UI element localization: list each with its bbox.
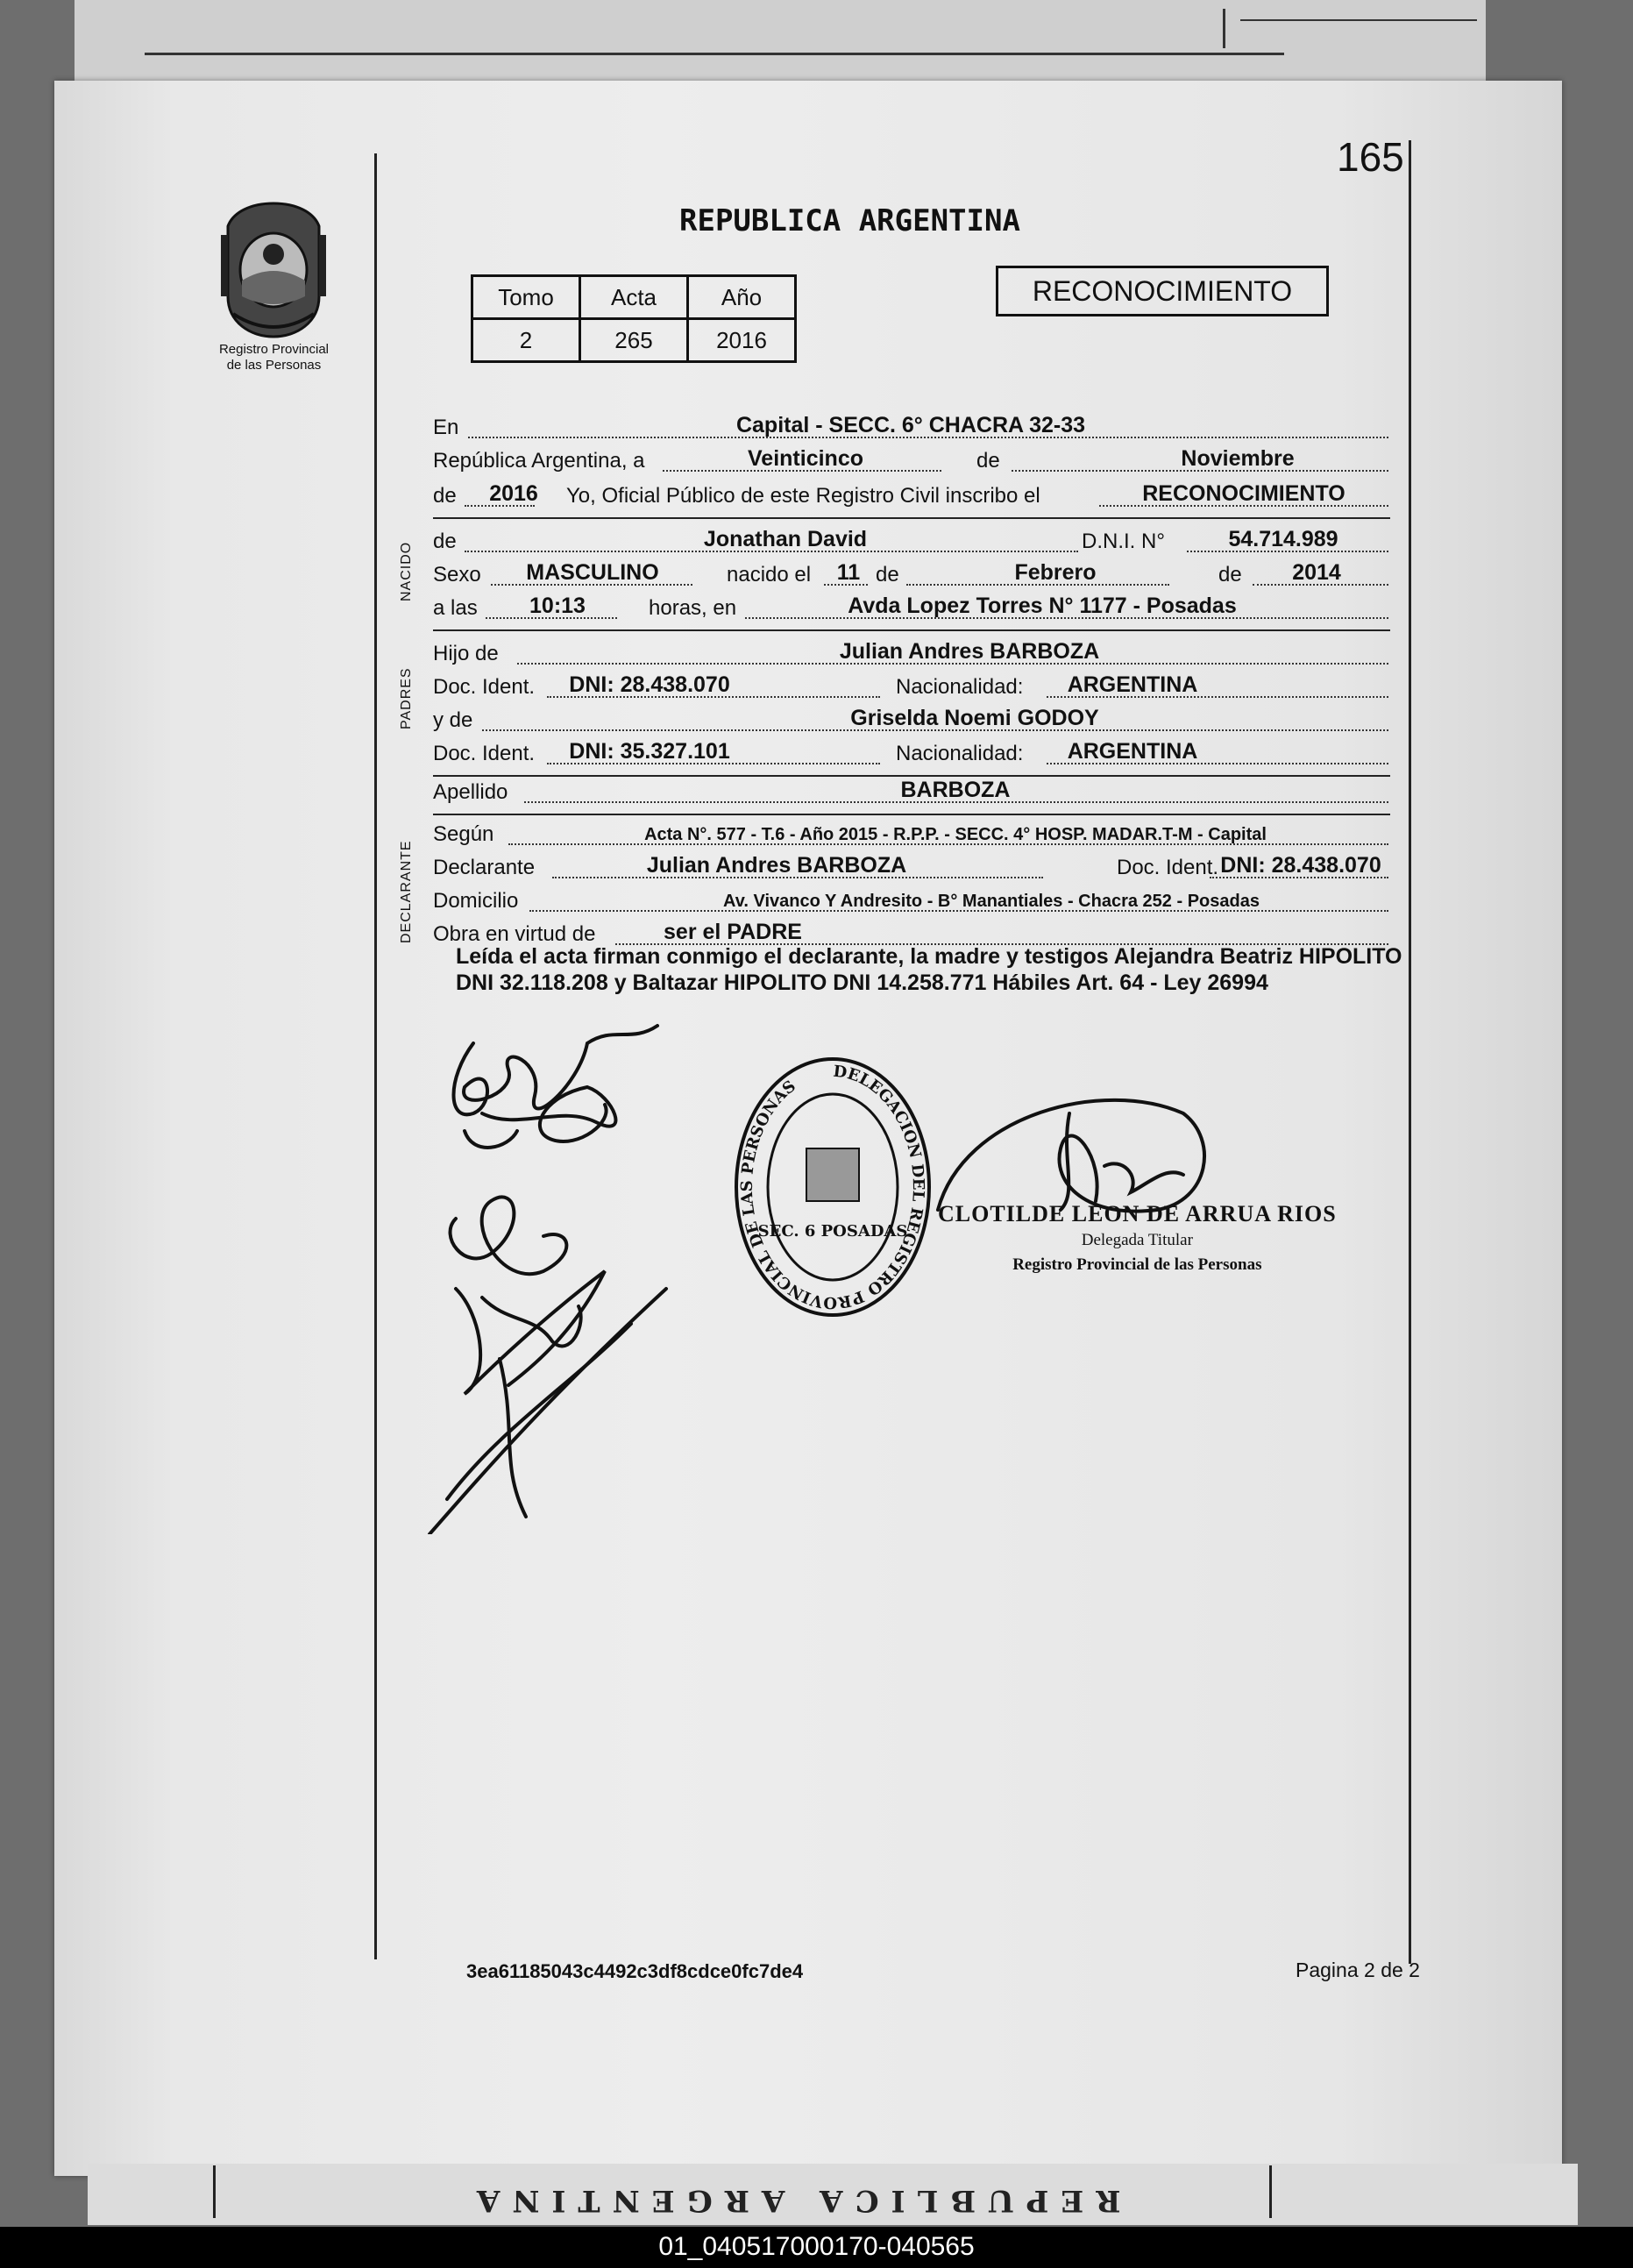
- label-horas-en: horas, en: [649, 596, 737, 620]
- row-year-record: [433, 480, 1388, 512]
- misiones-emblem-icon: [216, 200, 331, 340]
- left-margin-rule: [374, 153, 377, 1959]
- row-name: [433, 526, 1388, 558]
- label-declarante: Declarante: [433, 856, 536, 879]
- label-sexo: Sexo: [433, 563, 481, 587]
- registry-label: [197, 342, 351, 373]
- row-a-las: [433, 593, 1388, 624]
- value-birth-day: 11: [836, 560, 861, 585]
- value-obra: ser el PADRE: [664, 920, 802, 944]
- bottom-sheet-heading: REPUBLICA ARGENTINA: [465, 2183, 1121, 2218]
- page-indicator: Pagina 2 de 2: [1296, 1959, 1420, 1981]
- label-apellido: Apellido: [433, 780, 508, 804]
- value-apellido: BARBOZA: [900, 778, 1011, 802]
- row-hijo-de: [433, 638, 1388, 670]
- side-label-nacido: NACIDO: [399, 541, 414, 601]
- value-declarante: Julian Andres BARBOZA: [646, 853, 907, 878]
- value-ano: 2016: [688, 319, 796, 362]
- label-de-name: de: [433, 530, 457, 553]
- value-mother-dni: DNI: 35.327.101: [569, 739, 730, 764]
- seal-ring-text: DELEGACION DEL REGISTRO PROVINCIAL DE LAS PERSONAS: [737, 1062, 928, 1312]
- value-day: Veinticinco: [748, 446, 863, 471]
- value-month: Noviembre: [1181, 446, 1295, 471]
- value-mother: Griselda Noemi GODOY: [850, 706, 1099, 730]
- signature-stamp: [938, 1201, 1337, 1275]
- header-ano: Año: [688, 276, 796, 319]
- label-doc-ident-mother: Doc. Ident.: [433, 742, 536, 765]
- label-republica: República Argentina, a: [433, 449, 645, 473]
- document-hash: 3ea61185043c4492c3df8cdce0fc7de4: [466, 1960, 804, 1982]
- value-record: RECONOCIMIENTO: [1142, 481, 1345, 506]
- label-obra: Obra en virtud de: [433, 922, 596, 946]
- signer-name: CLOTILDE LEON DE ARRUA RIOS: [938, 1201, 1337, 1226]
- signer-role: Delegada Titular: [1081, 1231, 1193, 1249]
- value-father-nationality: ARGENTINA: [1067, 672, 1198, 697]
- row-segun: [433, 819, 1388, 850]
- value-birthplace: Avda Lopez Torres N° 1177 - Posadas: [848, 594, 1237, 618]
- value-father: Julian Andres BARBOZA: [839, 639, 1100, 664]
- label-nacido: nacido el: [727, 563, 812, 587]
- registry-label-line1: Registro Provincial: [218, 342, 330, 357]
- label-domicilio: Domicilio: [433, 889, 519, 913]
- value-dni: 54.714.989: [1228, 527, 1338, 551]
- label-de-birth-month: de: [876, 563, 899, 587]
- label-dni: D.N.I. N°: [1082, 530, 1165, 553]
- header-tomo: Tomo: [472, 276, 580, 319]
- row-republica: [433, 445, 1388, 477]
- book-reference-table: [471, 274, 797, 363]
- value-declarante-dni: DNI: 28.438.070: [1220, 853, 1381, 878]
- table-row: [472, 319, 796, 362]
- value-time: 10:13: [529, 594, 586, 618]
- image-id-caption: 01_040517000170-040565: [658, 2232, 975, 2261]
- seal-center-text: SEC. 6 POSADAS: [757, 1222, 908, 1241]
- row-y-de: [433, 705, 1388, 736]
- value-father-dni: DNI: 28.438.070: [569, 672, 730, 697]
- side-label-declarante: DECLARANTE: [399, 840, 414, 943]
- label-en: En: [433, 416, 459, 439]
- label-de: de: [433, 484, 457, 508]
- row-en: [433, 412, 1388, 444]
- value-acta: 265: [580, 319, 688, 362]
- value-segun: Acta N°. 577 - T.6 - Año 2015 - R.P.P. - SECC. 4° HOSP. MADAR.T-M - Capital: [644, 825, 1267, 844]
- row-doc-father: [433, 672, 1388, 703]
- background-sheet-top: [75, 0, 1486, 83]
- label-doc-ident-declarante: Doc. Ident.: [1117, 856, 1219, 879]
- value-birth-month: Febrero: [1014, 560, 1097, 585]
- label-y-de: y de: [433, 708, 473, 732]
- label-hijo-de: Hijo de: [433, 642, 499, 665]
- page-number: 165: [1337, 134, 1404, 180]
- document-heading: REPUBLICA ARGENTINA: [679, 203, 1020, 238]
- record-type-box: RECONOCIMIENTO: [996, 266, 1329, 316]
- label-segun: Según: [433, 822, 494, 846]
- label-a-las: a las: [433, 596, 478, 620]
- side-label-padres: PADRES: [399, 667, 414, 729]
- label-de-birth-year: de: [1218, 563, 1242, 587]
- label-inscribo: Yo, Oficial Público de este Registro Civil inscribo el: [566, 484, 1040, 508]
- label-doc-ident-father: Doc. Ident.: [433, 675, 536, 699]
- row-sexo: [433, 559, 1388, 591]
- value-sexo: MASCULINO: [526, 560, 659, 585]
- value-mother-nationality: ARGENTINA: [1067, 739, 1198, 764]
- handwritten-signatures: [412, 1008, 692, 1534]
- row-apellido: [433, 777, 1388, 808]
- value-name: Jonathan David: [703, 527, 868, 551]
- signer-organization: Registro Provincial de las Personas: [1012, 1255, 1262, 1274]
- closing-statement: Leída el acta firman conmigo el declarante, la madre y testigos Alejandra Beatriz HIPOLITO DNI 32.118.208 y Baltazar HIPOLITO DNI 14.258.771 Hábiles Art. 64 - Ley 26994: [456, 944, 1402, 995]
- header-acta: Acta: [580, 276, 688, 319]
- registry-seal-stamp: [728, 1052, 938, 1324]
- value-en: Capital - SECC. 6° CHACRA 32-33: [735, 413, 1086, 437]
- value-domicilio: Av. Vivanco Y Andresito - B° Manantiales - Chacra 252 - Posadas: [723, 892, 1260, 911]
- row-declarante: [433, 852, 1388, 884]
- value-tomo: 2: [472, 319, 580, 362]
- label-nacionalidad-mother: Nacionalidad:: [896, 742, 1024, 765]
- right-margin-rule: [1409, 140, 1411, 1964]
- value-birth-year: 2014: [1292, 560, 1341, 585]
- value-year: 2016: [489, 481, 538, 506]
- table-header-row: [472, 276, 796, 319]
- registry-label-line2: de las Personas: [226, 358, 322, 373]
- label-nacionalidad-father: Nacionalidad:: [896, 675, 1024, 699]
- row-doc-mother: [433, 738, 1388, 770]
- row-domicilio: [433, 885, 1388, 917]
- label-de-month: de: [976, 449, 1000, 473]
